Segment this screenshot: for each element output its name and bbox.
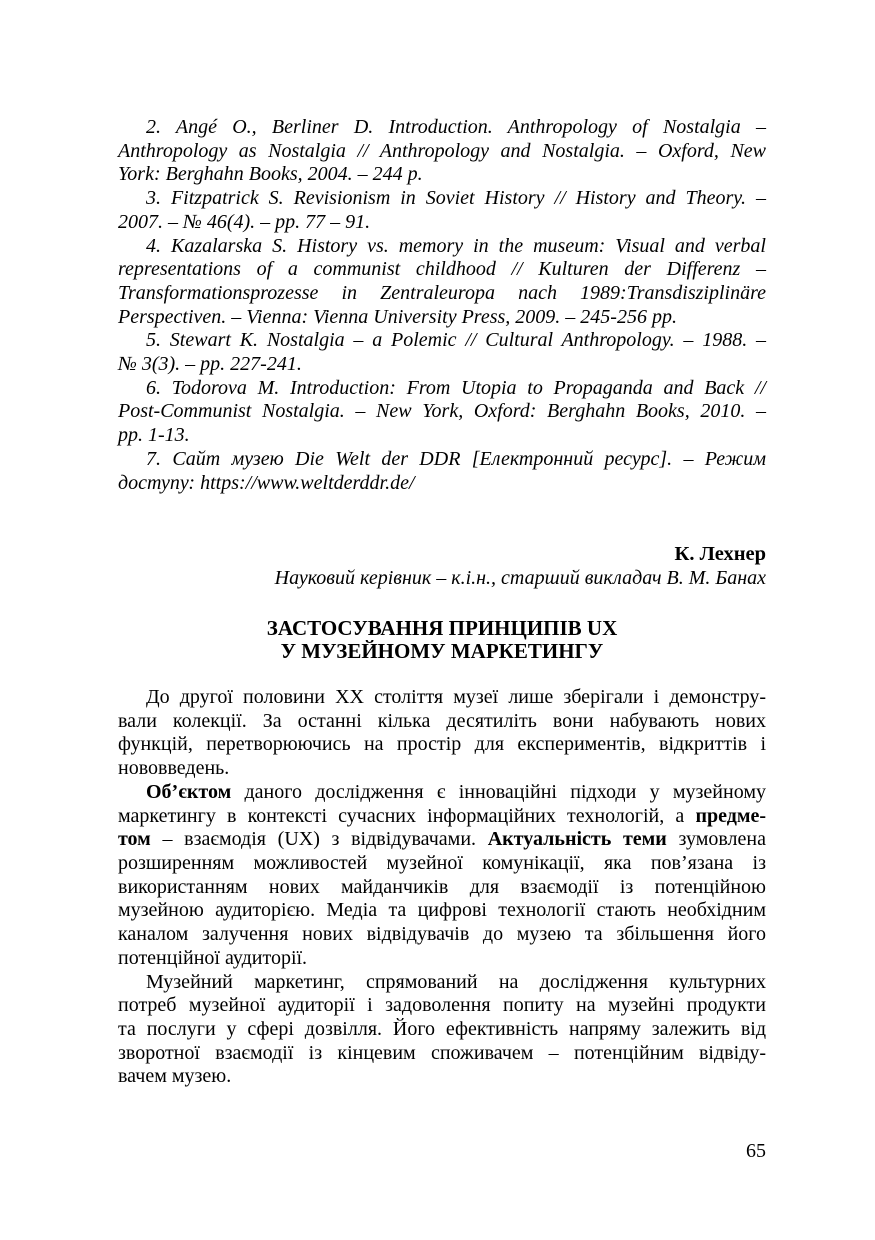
- body-line-text: – взаємодія (UX) з відвідувачами.: [150, 828, 488, 851]
- article-title-line-1: ЗАСТОСУВАННЯ ПРИНЦИПІВ UX: [266, 615, 618, 640]
- article-title-line-2: У МУЗЕЙНОМУ МАРКЕТИНГУ: [280, 639, 604, 664]
- page-content: [118, 116, 766, 1089]
- reference-line: Perspectiven. – Vienna: Vienna University Press, 2009. – 245-256 pp.: [118, 305, 677, 328]
- article-title: [118, 617, 766, 664]
- body-line: та послуги у сфері дозвілля. Його ефективність напряму залежить від: [118, 1017, 766, 1040]
- body-paragraph-1: [118, 686, 766, 781]
- body-paragraph-3: [118, 971, 766, 1090]
- author-name: К. Лехнер: [674, 543, 766, 566]
- reference-line: 3. Fitzpatrick S. Revisionism in Soviet History // History and Theory. –: [146, 187, 766, 210]
- references-section: [118, 116, 766, 495]
- reference-line: 7. Сайт музею Die Welt der DDR [Електронний ресурс]. – Режим: [146, 447, 766, 470]
- body-line: [118, 805, 766, 829]
- reference-line: 2007. – № 46(4). – pp. 77 – 91.: [118, 210, 371, 233]
- body-line: нововведень.: [118, 757, 230, 780]
- body-line: зворотної взаємодії із кінцевим споживачем – потенційним відвіду-: [118, 1041, 766, 1064]
- body-line-text: маркетингу в контексті сучасних інформаційних технологій, а: [118, 804, 696, 827]
- body-line-text: зумовлена: [666, 828, 766, 851]
- body-line-text: даного дослідження є інноваційні підходи у музейному: [231, 780, 766, 803]
- reference-line: 4. Kazalarska S. History vs. memory in the museum: Visual and verbal: [146, 234, 766, 257]
- reference-line: representations of a communist childhood // Kulturen der Differenz –: [118, 258, 766, 281]
- bold-term-subject-part2: том: [118, 828, 151, 851]
- reference-line: 5. Stewart K. Nostalgia – a Polemic // Cultural Anthropology. – 1988. –: [146, 329, 766, 352]
- body-line: Музейний маркетинг, спрямований на дослідження культурних: [146, 970, 766, 993]
- author-block: [118, 543, 766, 590]
- body-line: [118, 781, 766, 805]
- body-line: До другої половини XX століття музеї лише зберігали і демонстру-: [146, 686, 766, 709]
- bold-term-object: Об’єктом: [146, 780, 232, 803]
- reference-line: 6. Todorova M. Introduction: From Utopia to Propaganda and Back //: [146, 376, 766, 399]
- body-line: музейною аудиторією. Медіа та цифрові технології стають необхідним: [118, 899, 766, 922]
- reference-item-2: [118, 116, 766, 187]
- body-line: використанням нових майданчиків для взаємодії із потенційною: [118, 875, 766, 898]
- body-line: потреб музейної аудиторії і задоволення попиту на музейні продукти: [118, 994, 766, 1017]
- reference-item-6: [118, 377, 766, 448]
- reference-line: Post-Communist Nostalgia. – New York, Oxford: Berghahn Books, 2010. –: [118, 400, 766, 423]
- body-line: вачем музею.: [118, 1065, 232, 1088]
- reference-item-7: [118, 448, 766, 495]
- bold-term-subject-part1: предме-: [695, 804, 766, 827]
- supervisor-line: Науковий керівник – к.і.н., старший викладач В. М. Банах: [274, 566, 766, 589]
- body-line: вали колекції. За останні кілька десятиліть вони набувають нових: [118, 709, 766, 732]
- bold-term-relevance: Актуальність теми: [487, 828, 667, 851]
- reference-line: 2. Angé O., Berliner D. Introduction. Anthropology of Nostalgia –: [146, 116, 766, 138]
- reference-line: pp. 1-13.: [118, 424, 190, 447]
- body-line: потенційної аудиторії.: [118, 946, 308, 969]
- reference-item-5: [118, 329, 766, 376]
- body-line: розширенням можливостей музейної комунікації, яка пов’язана із: [118, 851, 766, 874]
- body-paragraph-2: [118, 781, 766, 971]
- body-line: [118, 828, 766, 852]
- body-line: каналом залучення нових відвідувачів до музею та збільшення його: [118, 923, 766, 946]
- reference-line: York: Berghahn Books, 2004. – 244 p.: [118, 163, 423, 186]
- reference-item-4: [118, 235, 766, 330]
- reference-url-line: доступу: https://www.weltderddr.de/: [118, 471, 415, 494]
- body-line: функцій, перетворюючись на простір для експериментів, відкриттів і: [118, 733, 766, 756]
- page-number: 65: [746, 1140, 766, 1162]
- reference-line: Anthropology as Nostalgia // Anthropology and Nostalgia. – Oxford, New: [118, 139, 766, 162]
- reference-item-3: [118, 187, 766, 234]
- reference-line: № 3(3). – pp. 227-241.: [118, 353, 302, 376]
- reference-line: Transformationsprozesse in Zentraleuropa nach 1989:Transdisziplinäre: [118, 281, 766, 304]
- article-body: [118, 686, 766, 1089]
